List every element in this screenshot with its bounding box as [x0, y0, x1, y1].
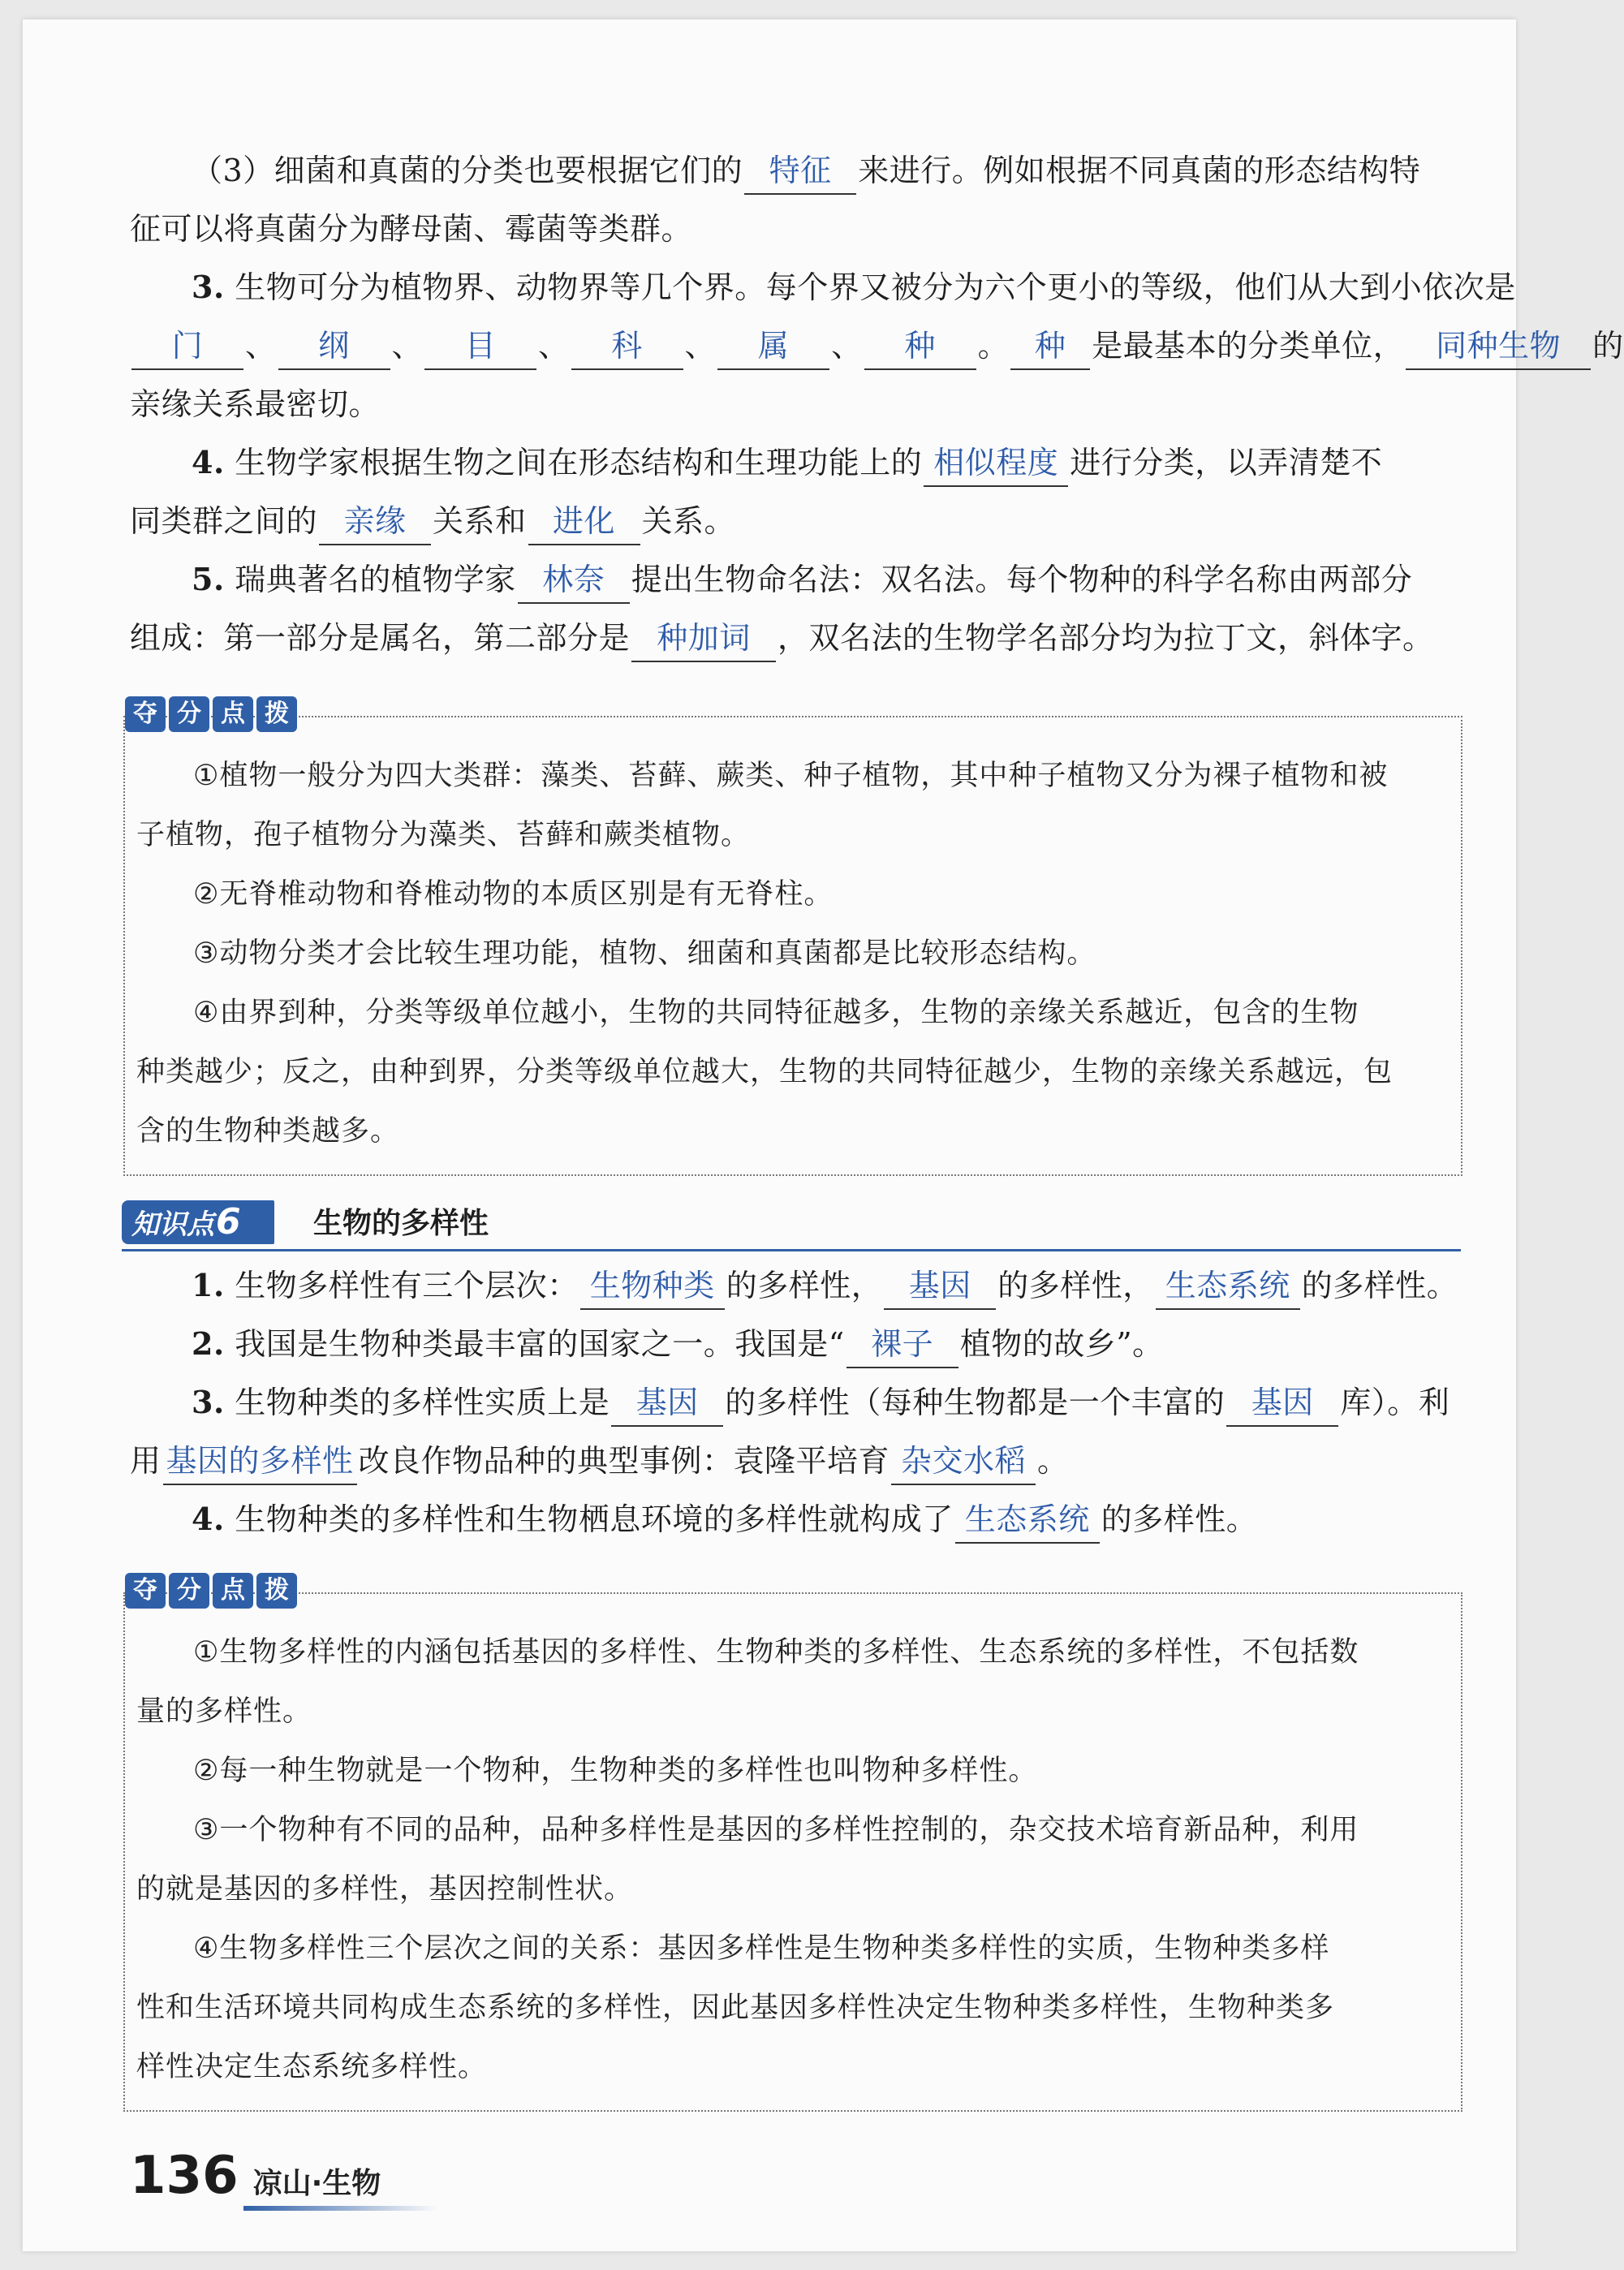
- page-number: 136: [130, 2146, 239, 2206]
- tips-tag: 夺 分 点 拨: [125, 1573, 297, 1609]
- tip-line: ②每一种生物就是一个物种，生物种类的多样性也叫物种多样性。: [193, 1755, 1038, 1787]
- answer-blank: 杂交水稻: [891, 1438, 1036, 1485]
- answer-blank: 目: [424, 323, 536, 370]
- answer-blank: 门: [131, 323, 243, 370]
- s6-question-3: 3. 生物种类的多样性实质上是 基因 的多样性（每种生物都是一个丰富的 基因 库）。利: [130, 1373, 1461, 1432]
- question-5-cont: 组成：第一部分是属名，第二部分是 种加词 ，双名法的生物学名部分均为拉丁文，斜体字。: [130, 609, 1461, 667]
- page-footer: [130, 2146, 381, 2206]
- page: [23, 19, 1624, 2251]
- content: [130, 141, 1624, 2112]
- tips-box-2: [123, 1576, 1462, 2112]
- section-header: [122, 1199, 1461, 1251]
- tip-line: 样性决定生态系统多样性。: [136, 2051, 488, 2083]
- s6-question-2: 2. 我国是生物种类最丰富的国家之一。我国是“ 裸子 植物的故乡”。: [130, 1315, 1461, 1373]
- question-4: 4. 生物学家根据生物之间在形态结构和生理功能上的 相似程度 进行分类，以弄清楚不: [130, 433, 1461, 492]
- tip-line: 子植物，孢子植物分为藻类、苔藓和蕨类植物。: [136, 819, 751, 851]
- tip-line: 量的多样性。: [136, 1695, 312, 1728]
- question-3-blanks: 门 、 纲 、 目 、 科 、 属 、 种 。 种 是最基本的分类单位， 同种生物 的: [130, 317, 1461, 375]
- question-4-cont: 同类群之间的 亲缘 关系和 进化 关系。: [130, 492, 1461, 550]
- answer-blank: 亲缘: [319, 498, 431, 545]
- answer-blank: 种: [864, 323, 976, 370]
- tip-line: ①植物一般分为四大类群：藻类、苔藓、蕨类、种子植物，其中种子植物又分为裸子植物和被: [193, 760, 1389, 792]
- answer-blank: 基因: [884, 1263, 996, 1310]
- tips-box-1: [123, 700, 1462, 1176]
- s6-question-3-cont: 用 基因的多样性 改良作物品种的典型事例：袁隆平培育 杂交水稻 。: [130, 1432, 1461, 1490]
- tip-line: 含的生物种类越多。: [136, 1115, 400, 1148]
- answer-blank: 科: [571, 323, 683, 370]
- question-3: 3. 生物可分为植物界、动物界等几个界。每个界又被分为六个更小的等级，他们从大到小依次是: [192, 269, 1516, 305]
- s6-question-1: 1. 生物多样性有三个层次： 生物种类 的多样性， 基因 的多样性， 生态系统 的多样性。: [130, 1256, 1461, 1315]
- answer-blank: 基因的多样性: [163, 1438, 357, 1485]
- book-title: 凉山·生物: [252, 2167, 381, 2200]
- answer-blank: 基因: [611, 1380, 723, 1427]
- answer-blank: 属: [717, 323, 829, 370]
- answer-blank: 基因: [1226, 1380, 1338, 1427]
- tip-line: 的就是基因的多样性，基因控制性状。: [136, 1873, 634, 1906]
- answer-blank: 生态系统: [1156, 1263, 1300, 1310]
- para-3-cont: 征可以将真菌分为酵母菌、霉菌等类群。: [130, 211, 693, 247]
- tip-line: ④由界到种，分类等级单位越小，生物的共同特征越多，生物的亲缘关系越近，包含的生物: [193, 997, 1359, 1029]
- answer-blank: 特征: [744, 148, 856, 195]
- question-5: 5. 瑞典著名的植物学家 林奈 提出生物命名法：双名法。每个物种的科学名称由两部分: [130, 550, 1461, 609]
- section-title: 生物的多样性: [313, 1207, 489, 1240]
- answer-blank: 生态系统: [955, 1497, 1100, 1544]
- tip-line: ①生物多样性的内涵包括基因的多样性、生物种类的多样性、生态系统的多样性，不包括数: [193, 1636, 1359, 1669]
- question-3-cont: 亲缘关系最密切。: [130, 386, 381, 422]
- tip-line: 性和生活环境共同构成生态系统的多样性，因此基因多样性决定生物种类多样性，生物种类多: [136, 1992, 1335, 2024]
- answer-blank: 相似程度: [924, 440, 1068, 487]
- footer-accent-bar: [243, 2206, 438, 2211]
- tip-line: ②无脊椎动物和脊椎动物的本质区别是有无脊柱。: [193, 878, 834, 911]
- answer-blank: 进化: [528, 498, 640, 545]
- s6-question-4: 4. 生物种类的多样性和生物栖息环境的多样性就构成了 生态系统 的多样性。: [130, 1490, 1461, 1549]
- tip-line: 种类越少；反之，由种到界，分类等级单位越大，生物的共同特征越少，生物的亲缘关系越远，包: [136, 1056, 1394, 1088]
- answer-blank: 同种生物: [1406, 323, 1591, 370]
- answer-blank: 生物种类: [580, 1263, 725, 1310]
- answer-blank: 林奈: [518, 557, 630, 604]
- tip-line: ③一个物种有不同的品种，品种多样性是基因的多样性控制的，杂交技术培育新品种，利用: [193, 1814, 1359, 1846]
- tips-tag: 夺 分 点 拨: [125, 696, 297, 732]
- answer-blank: 裸子: [846, 1321, 958, 1368]
- section-tag: 知识点6: [122, 1200, 274, 1244]
- answer-blank: 纲: [278, 323, 390, 370]
- answer-blank: 种加词: [631, 615, 776, 662]
- para-3: （3）细菌和真菌的分类也要根据它们的 特征 来进行。例如根据不同真菌的形态结构特: [130, 141, 1461, 200]
- answer-blank: 种: [1010, 323, 1090, 370]
- tip-line: ③动物分类才会比较生理功能，植物、细菌和真菌都是比较形态结构。: [193, 937, 1096, 970]
- tip-line: ④生物多样性三个层次之间的关系：基因多样性是生物种类多样性的实质，生物种类多样: [193, 1932, 1330, 1965]
